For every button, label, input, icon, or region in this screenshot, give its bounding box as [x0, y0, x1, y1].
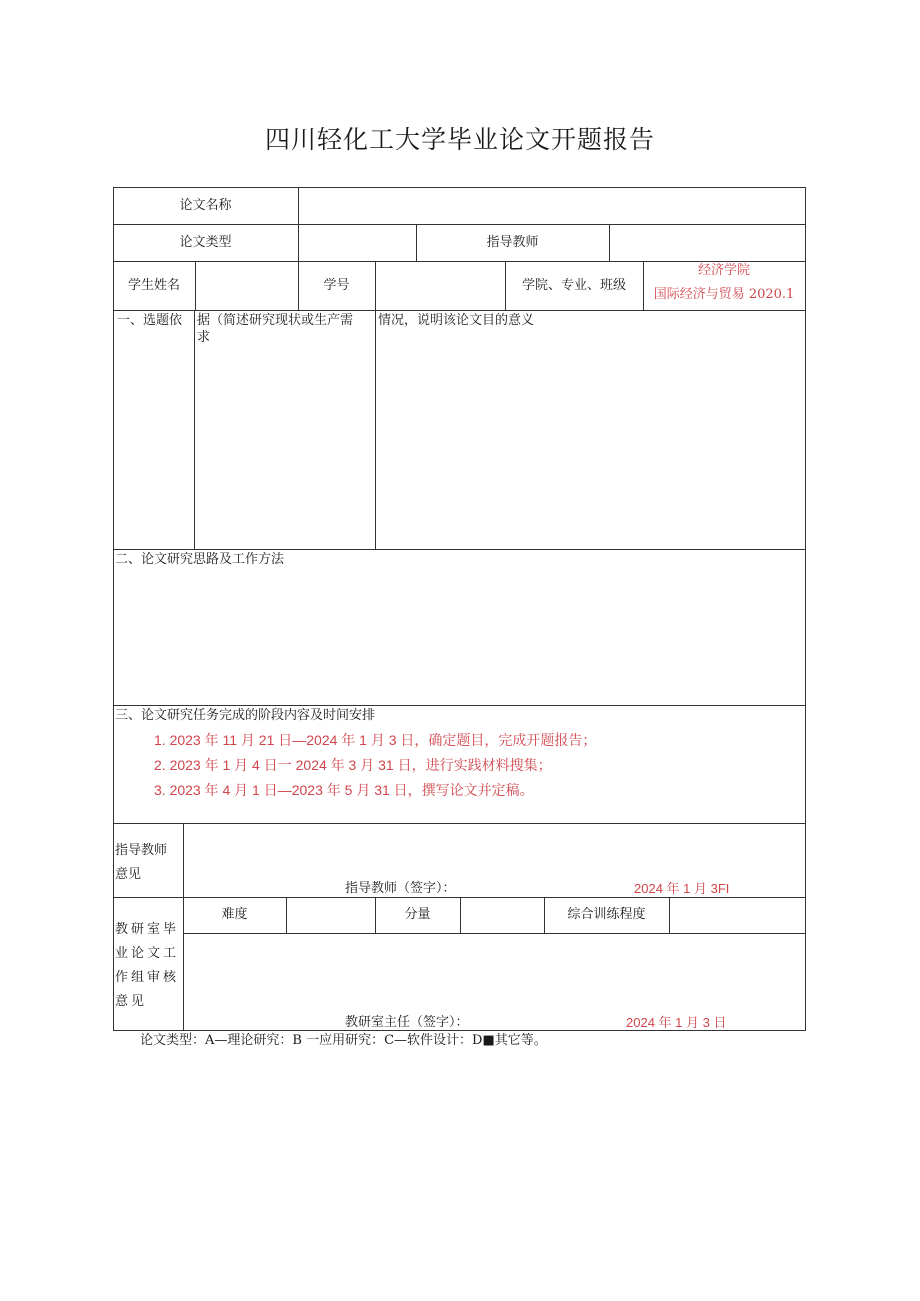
col-divider — [286, 897, 287, 933]
col-divider — [298, 224, 299, 261]
thesis-name-label: 论文名称 — [179, 198, 232, 213]
col-divider — [460, 897, 461, 933]
list-item: 1. 2023 年 11 月 21 日—2024 年 1 月 3 日，确定题目，完成开题报告； — [154, 732, 597, 748]
table-border-right — [805, 187, 806, 1031]
col-divider — [375, 261, 376, 310]
workload-label: 分量 — [404, 907, 431, 922]
col-divider — [298, 187, 299, 224]
row-divider — [113, 823, 806, 824]
col-divider — [194, 310, 195, 549]
advisor-signature-date: 2024 年 1 月 3FI — [634, 881, 730, 896]
thesis-type-label: 论文类型 — [179, 235, 232, 250]
student-name-label: 学生姓名 — [127, 278, 180, 293]
section1-heading-part2: 据（简述研究现状或生产需 — [197, 313, 354, 328]
row-divider — [113, 310, 806, 311]
difficulty-label: 难度 — [221, 907, 248, 922]
row-divider — [113, 224, 806, 225]
college-value-college: 经济学院 — [697, 263, 750, 278]
training-degree-label: 综合训练程度 — [567, 907, 646, 922]
col-divider — [375, 310, 376, 549]
director-signature-date: 2024 年 1 月 3 日 — [626, 1015, 727, 1030]
list-item: 3. 2023 年 4 月 1 日—2023 年 5 月 31 日，撰写论文并定稿。 — [154, 782, 534, 798]
schedule-list — [154, 731, 596, 806]
advisor-opinion-label-line1: 指导教师 — [115, 843, 168, 858]
row-divider — [113, 549, 806, 550]
section3-heading: 三、论文研究任务完成的阶段内容及时间安排 — [115, 708, 376, 723]
col-divider — [195, 261, 196, 310]
list-item: 2. 2023 年 1 月 4 日一 2024 年 3 月 31 日，进行实践材料搜集； — [154, 757, 552, 773]
col-divider — [669, 897, 670, 933]
college-major-class-label: 学院、专业、班级 — [521, 278, 626, 293]
section1-heading-part1: 一、选题依 — [117, 313, 183, 328]
footnote: 论文类型：A—理论研究：B 一应用研究：C—软件设计：D■其它等。 — [140, 1033, 547, 1048]
director-signature-label: 教研室主任（签字）： — [345, 1015, 469, 1030]
row-divider — [183, 933, 806, 934]
advisor-opinion-label-line2: 意见 — [115, 867, 142, 882]
college-value-major-class: 国际经济与贸易 2020.1 — [653, 287, 795, 302]
review-opinion-label: 教研室毕 业论文工 作组审核 意见 — [115, 922, 180, 1009]
section1-heading-part3: 求 — [197, 330, 211, 345]
page-title: 四川轻化工大学毕业论文开题报告 — [264, 125, 655, 154]
section1-heading-part4: 情况，说明该论文目的意义 — [378, 313, 535, 328]
advisor-label: 指导教师 — [486, 235, 539, 250]
section2-heading: 二、论文研究思路及工作方法 — [115, 552, 285, 567]
table-border-top — [113, 187, 806, 188]
table-border-left — [113, 187, 114, 1031]
advisor-signature-label: 指导教师（签字）： — [345, 881, 456, 896]
col-divider — [183, 823, 184, 1031]
student-id-label: 学号 — [323, 278, 350, 293]
col-divider — [609, 224, 610, 261]
row-divider — [113, 705, 806, 706]
